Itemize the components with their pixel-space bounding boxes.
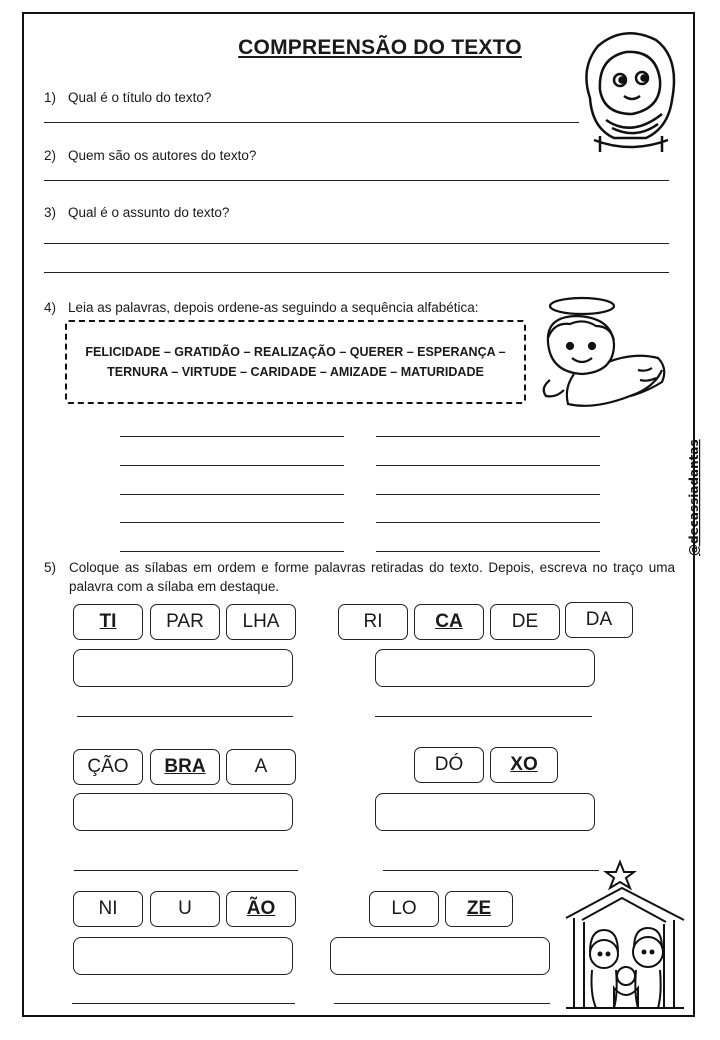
syllable-card[interactable]: LO xyxy=(369,891,439,927)
syllable-card[interactable]: LHA xyxy=(226,604,296,640)
answer-line[interactable] xyxy=(376,436,600,437)
question-5 xyxy=(44,558,675,594)
question-text: Qual é o título do texto? xyxy=(68,90,212,105)
answer-line[interactable] xyxy=(44,272,669,273)
angel-illustration xyxy=(534,292,672,420)
answer-line[interactable] xyxy=(376,494,600,495)
syllable-card[interactable]: A xyxy=(226,749,296,785)
syllable-card[interactable]: RI xyxy=(338,604,408,640)
question-2 xyxy=(44,148,256,163)
answer-line[interactable] xyxy=(74,870,298,871)
word-list-box xyxy=(65,320,526,404)
syllable-card[interactable]: DE xyxy=(490,604,560,640)
word-answer-box[interactable] xyxy=(73,937,293,975)
answer-line[interactable] xyxy=(44,180,669,181)
question-text: Coloque as sílabas em ordem e forme palavras retiradas do texto. Depois, escreva no traço uma palavra com a sílaba em destaque. xyxy=(69,560,675,594)
syllable-card[interactable]: TI xyxy=(73,604,143,640)
svg-text:@decassiadantas: @decassiadantas xyxy=(687,439,701,556)
syllable-card[interactable]: BRA xyxy=(150,749,220,785)
syllable-card[interactable]: U xyxy=(150,891,220,927)
word-answer-box[interactable] xyxy=(375,649,595,687)
question-text: Leia as palavras, depois ordene-as seguindo a sequência alfabética: xyxy=(68,300,479,315)
baby-jesus-illustration xyxy=(576,28,686,156)
syllable-card[interactable]: DA xyxy=(565,602,633,638)
question-number: 3) xyxy=(44,205,57,220)
answer-line[interactable] xyxy=(44,122,579,123)
answer-line[interactable] xyxy=(376,465,600,466)
nativity-illustration xyxy=(560,858,690,1014)
question-number: 4) xyxy=(44,300,57,315)
question-4 xyxy=(44,300,479,315)
answer-line[interactable] xyxy=(375,716,592,717)
question-text: Qual é o assunto do texto? xyxy=(68,205,230,220)
question-1 xyxy=(44,90,211,105)
answer-line[interactable] xyxy=(120,465,344,466)
author-handle xyxy=(684,418,702,558)
word-answer-box[interactable] xyxy=(375,793,595,831)
word-list-line: FELICIDADE – GRATIDÃO – REALIZAÇÃO – QUERER – ESPERANÇA – xyxy=(85,345,506,359)
syllable-card[interactable]: DÓ xyxy=(414,747,484,783)
syllable-card[interactable]: ÃO xyxy=(226,891,296,927)
word-answer-box[interactable] xyxy=(330,937,550,975)
answer-line[interactable] xyxy=(72,1003,295,1004)
answer-line[interactable] xyxy=(77,716,293,717)
answer-line[interactable] xyxy=(120,436,344,437)
syllable-card[interactable]: ÇÃO xyxy=(73,749,143,785)
question-number: 1) xyxy=(44,90,57,105)
answer-line[interactable] xyxy=(120,494,344,495)
word-answer-box[interactable] xyxy=(73,793,293,831)
answer-line[interactable] xyxy=(120,551,344,552)
page-title: COMPREENSÃO DO TEXTO xyxy=(238,36,522,59)
word-answer-box[interactable] xyxy=(73,649,293,687)
syllable-card[interactable]: CA xyxy=(414,604,484,640)
word-list-line: TERNURA – VIRTUDE – CARIDADE – AMIZADE – MATURIDADE xyxy=(107,365,484,379)
syllable-card[interactable]: NI xyxy=(73,891,143,927)
question-number: 5) xyxy=(44,560,57,575)
answer-line[interactable] xyxy=(44,243,669,244)
answer-line[interactable] xyxy=(334,1003,550,1004)
question-3 xyxy=(44,205,229,220)
syllable-card[interactable]: PAR xyxy=(150,604,220,640)
question-text: Quem são os autores do texto? xyxy=(68,148,257,163)
answer-line[interactable] xyxy=(376,522,600,523)
answer-line[interactable] xyxy=(120,522,344,523)
syllable-card[interactable]: ZE xyxy=(445,891,513,927)
answer-line[interactable] xyxy=(376,551,600,552)
syllable-card[interactable]: XO xyxy=(490,747,558,783)
question-number: 2) xyxy=(44,148,57,163)
